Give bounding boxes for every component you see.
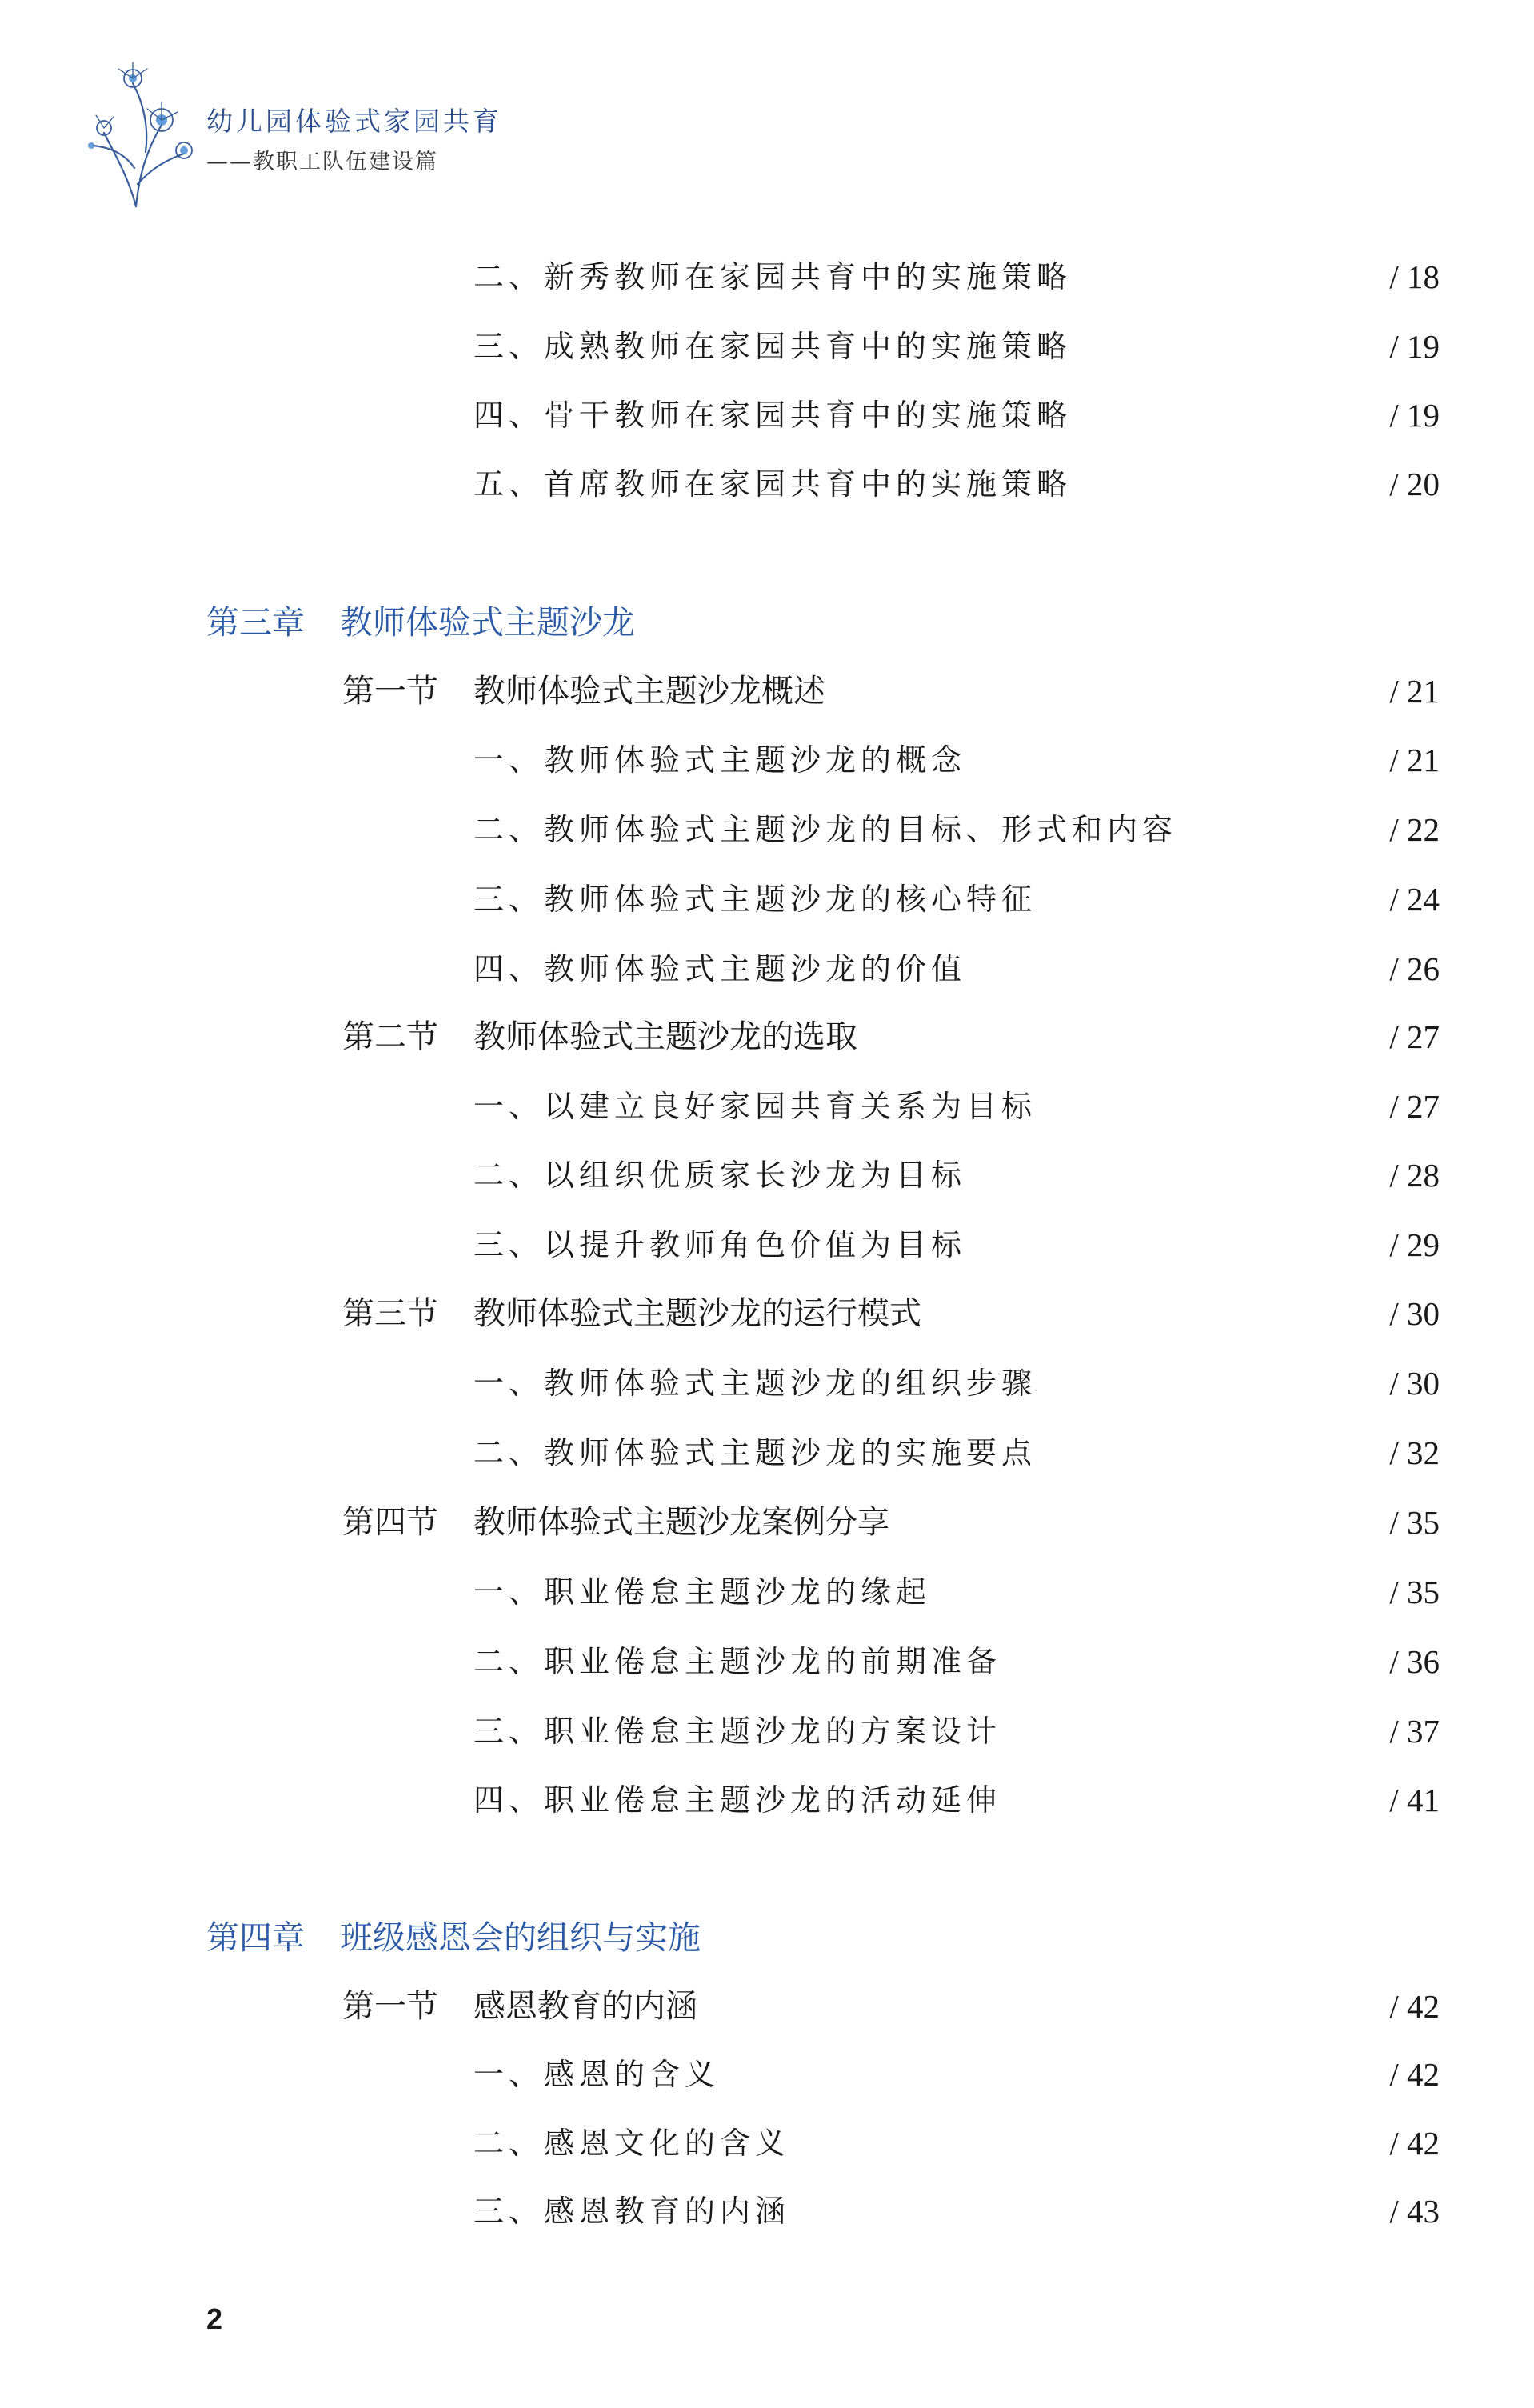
toc-entry[interactable]	[0, 1359, 1534, 1407]
toc-page-number: / 20	[1389, 466, 1440, 502]
toc-entry-title: 一、职业倦怠主题沙龙的缘起	[473, 1574, 932, 1610]
toc-page-number: / 32	[1389, 1434, 1440, 1471]
book-title: 幼儿园体验式家园共育	[206, 106, 502, 137]
toc-page-number: / 21	[1389, 742, 1440, 778]
toc-section-heading[interactable]	[0, 1013, 1534, 1061]
toc-entry[interactable]	[0, 945, 1534, 993]
toc-entry-title: 一、以建立良好家园共育关系为目标	[473, 1089, 1037, 1124]
toc-entry[interactable]	[0, 460, 1534, 508]
toc-entry[interactable]	[0, 1429, 1534, 1477]
toc-entry-title: 五、首席教师在家园共育中的实施策略	[473, 466, 1073, 502]
toc-page-number: / 37	[1389, 1713, 1440, 1750]
toc-page-number: / 42	[1389, 2056, 1440, 2093]
toc-entry[interactable]	[0, 1082, 1534, 1130]
toc-entry[interactable]	[0, 1776, 1534, 1824]
toc-entry-title: 三、感恩教育的内涵	[473, 2194, 791, 2229]
toc-page-number: / 24	[1389, 881, 1440, 918]
toc-entry-title: 三、职业倦怠主题沙龙的方案设计	[473, 1714, 1002, 1749]
toc-chapter-heading[interactable]	[0, 598, 1534, 646]
toc-page-number: / 43	[1389, 2193, 1440, 2230]
book-subtitle: ——教职工队伍建设篇	[206, 150, 438, 174]
toc-entry[interactable]	[0, 2187, 1534, 2235]
toc-entry-title: 二、职业倦怠主题沙龙的前期准备	[473, 1644, 1002, 1679]
toc-entry-title: 二、教师体验式主题沙龙的实施要点	[473, 1435, 1037, 1470]
toc-entry[interactable]	[0, 1638, 1534, 1686]
section-title: 教师体验式主题沙龙概述	[473, 673, 825, 710]
toc-entry-title: 二、教师体验式主题沙龙的目标、形式和内容	[473, 812, 1178, 847]
chapter-title: 教师体验式主题沙龙	[340, 603, 635, 642]
toc-page-number: / 41	[1389, 1782, 1440, 1818]
toc-chapter-heading[interactable]	[0, 1914, 1534, 1962]
section-label: 第四节	[342, 1504, 438, 1541]
toc-entry[interactable]	[0, 736, 1534, 784]
section-title: 教师体验式主题沙龙案例分享	[473, 1504, 889, 1541]
toc-page-number: / 29	[1389, 1226, 1440, 1263]
section-label: 第一节	[342, 673, 438, 710]
toc-section-heading[interactable]	[0, 1982, 1534, 2030]
toc-section-heading[interactable]	[0, 1498, 1534, 1546]
toc-page-number: / 22	[1389, 811, 1440, 848]
toc-entry[interactable]	[0, 2050, 1534, 2098]
toc-entry-title: 四、教师体验式主题沙龙的价值	[473, 951, 967, 986]
toc-entry-title: 三、成熟教师在家园共育中的实施策略	[473, 329, 1073, 364]
toc-page-number: / 42	[1389, 1988, 1440, 2025]
toc-entry-title: 三、教师体验式主题沙龙的核心特征	[473, 882, 1037, 917]
toc-entry[interactable]	[0, 806, 1534, 854]
toc-entry-title: 一、感恩的含义	[473, 2057, 721, 2092]
page-number: 2	[206, 2302, 223, 2335]
toc-entry[interactable]	[0, 253, 1534, 301]
toc-entry[interactable]	[0, 875, 1534, 923]
toc-page-number: / 27	[1389, 1088, 1440, 1125]
toc-entry[interactable]	[0, 2119, 1534, 2167]
chapter-title: 班级感恩会的组织与实施	[340, 1918, 701, 1957]
section-label: 第二节	[342, 1018, 438, 1055]
toc-page-number: / 28	[1389, 1157, 1440, 1194]
toc-entry-title: 二、以组织优质家长沙龙为目标	[473, 1158, 967, 1193]
toc-entry[interactable]	[0, 1221, 1534, 1269]
toc-page-number: / 42	[1389, 2125, 1440, 2162]
toc-entry-title: 一、教师体验式主题沙龙的概念	[473, 742, 967, 778]
toc-entry-title: 四、职业倦怠主题沙龙的活动延伸	[473, 1782, 1002, 1818]
toc-page-number: / 36	[1389, 1643, 1440, 1680]
toc-entry[interactable]	[0, 391, 1534, 439]
toc-page-number: / 35	[1389, 1504, 1440, 1541]
toc-page-number: / 26	[1389, 950, 1440, 987]
toc-page-number: / 21	[1389, 673, 1440, 710]
chapter-label: 第四章	[206, 1918, 305, 1957]
section-title: 教师体验式主题沙龙的选取	[473, 1018, 857, 1055]
toc-page-number: / 30	[1389, 1295, 1440, 1332]
toc-section-heading[interactable]	[0, 667, 1534, 715]
toc-entry[interactable]	[0, 1568, 1534, 1616]
toc-entry-title: 四、骨干教师在家园共育中的实施策略	[473, 398, 1073, 433]
toc-entry-title: 二、新秀教师在家园共育中的实施策略	[473, 259, 1073, 294]
toc-page-number: / 18	[1389, 258, 1440, 295]
toc-page-number: / 30	[1389, 1365, 1440, 1402]
section-title: 感恩教育的内涵	[473, 1988, 697, 2025]
toc-section-heading[interactable]	[0, 1290, 1534, 1338]
toc-entry-title: 三、以提升教师角色价值为目标	[473, 1227, 967, 1262]
toc-entry-title: 一、教师体验式主题沙龙的组织步骤	[473, 1366, 1037, 1401]
section-label: 第一节	[342, 1988, 438, 2025]
toc-entry[interactable]	[0, 1707, 1534, 1755]
toc-entry[interactable]	[0, 1151, 1534, 1199]
toc-page-number: / 19	[1389, 397, 1440, 434]
toc-page-number: / 35	[1389, 1574, 1440, 1610]
toc-entry-title: 二、感恩文化的含义	[473, 2126, 791, 2161]
section-title: 教师体验式主题沙龙的运行模式	[473, 1295, 921, 1332]
toc-page-number: / 27	[1389, 1018, 1440, 1055]
section-label: 第三节	[342, 1295, 438, 1332]
toc-entry[interactable]	[0, 322, 1534, 370]
toc-page-number: / 19	[1389, 328, 1440, 365]
chapter-label: 第三章	[206, 603, 305, 642]
